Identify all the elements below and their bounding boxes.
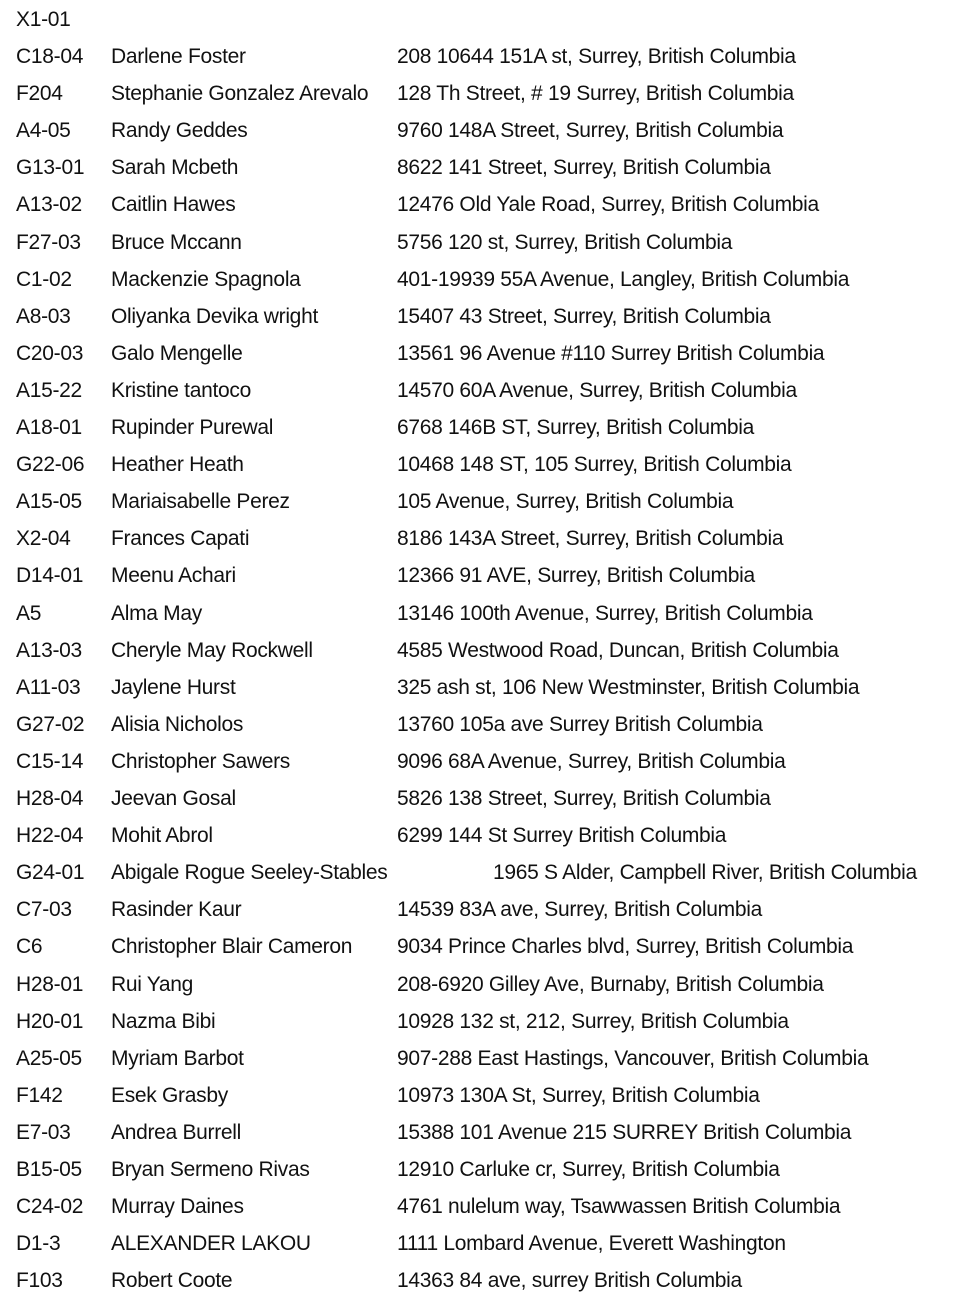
person-name: Bryan Sermeno Rivas xyxy=(111,1158,310,1181)
address-row xyxy=(0,557,960,594)
address-row xyxy=(0,632,960,669)
person-name: Sarah Mcbeth xyxy=(111,156,239,180)
person-name: Galo Mengelle xyxy=(111,341,243,365)
unit-code: H20-01 xyxy=(16,1009,84,1033)
address-row xyxy=(0,1262,960,1299)
unit-code: G24-01 xyxy=(16,861,85,885)
person-name: Frances Capati xyxy=(111,527,250,551)
unit-code: A13-03 xyxy=(16,638,82,662)
address-row xyxy=(0,1077,960,1114)
street-address: 8186 143A Street, Surrey, British Columbia xyxy=(397,527,784,551)
unit-code: H28-01 xyxy=(16,972,84,996)
unit-code: F142 xyxy=(16,1083,63,1107)
address-row xyxy=(0,520,960,557)
unit-code: A8-03 xyxy=(16,304,71,328)
address-row xyxy=(0,780,960,817)
unit-code: D1-3 xyxy=(16,1232,61,1256)
street-address: 14363 84 ave, surrey British Columbia xyxy=(397,1269,742,1293)
person-name: Alisia Nicholos xyxy=(111,712,244,736)
street-address: 5756 120 st, Surrey, British Columbia xyxy=(397,230,733,254)
address-row xyxy=(0,372,960,409)
address-row xyxy=(0,38,960,75)
unit-code: C1-02 xyxy=(16,267,72,291)
unit-code: A18-01 xyxy=(16,416,82,439)
unit-code: C6 xyxy=(16,935,43,959)
street-address: 8622 141 Street, Surrey, British Columbia xyxy=(397,156,771,180)
person-name: Christopher Blair Cameron xyxy=(111,935,353,959)
header-row xyxy=(0,1,960,38)
person-name: Christopher Sawers xyxy=(111,749,291,773)
street-address: 15388 101 Avenue 215 SURREY British Columbia xyxy=(397,1120,852,1144)
street-address: 6299 144 St Surrey British Columbia xyxy=(397,824,727,848)
street-address: 13146 100th Avenue, Surrey, British Columbia xyxy=(397,601,813,625)
person-name: Heather Heath xyxy=(111,453,244,477)
street-address: 6768 146B ST, Surrey, British Columbia xyxy=(397,416,755,439)
unit-code: X2-04 xyxy=(16,527,71,551)
address-row xyxy=(0,409,960,446)
person-name: Myriam Barbot xyxy=(111,1046,244,1070)
unit-code: F103 xyxy=(16,1269,63,1293)
street-address: 401-19939 55A Avenue, Langley, British Columbia xyxy=(397,267,850,291)
unit-code: E7-03 xyxy=(16,1120,71,1144)
person-name: Nazma Bibi xyxy=(111,1009,216,1033)
street-address: 12366 91 AVE, Surrey, British Columbia xyxy=(397,564,755,588)
person-name: Bruce Mccann xyxy=(111,230,242,254)
person-name: Esek Grasby xyxy=(111,1083,228,1107)
street-address: 9096 68A Avenue, Surrey, British Columbia xyxy=(397,749,786,773)
person-name: Jeevan Gosal xyxy=(111,787,236,810)
address-row xyxy=(0,483,960,520)
unit-code: A15-05 xyxy=(16,490,82,514)
person-name: Rasinder Kaur xyxy=(111,898,242,922)
person-name: Abigale Rogue Seeley-Stables xyxy=(111,861,388,885)
street-address: 12476 Old Yale Road, Surrey, British Columbia xyxy=(397,193,819,217)
street-address: 1965 S Alder, Campbell River, British Columbia xyxy=(493,861,917,885)
street-address: 128 Th Street, # 19 Surrey, British Columbia xyxy=(397,82,794,106)
unit-code: C24-02 xyxy=(16,1195,84,1219)
person-name: Stephanie Gonzalez Arevalo xyxy=(111,82,369,106)
person-name: Rupinder Purewal xyxy=(111,416,274,439)
person-name: Kristine tantoco xyxy=(111,378,251,402)
header-code: X1-01 xyxy=(16,8,71,31)
street-address: 4585 Westwood Road, Duncan, British Columbia xyxy=(397,638,839,662)
unit-code: A13-02 xyxy=(16,193,82,217)
person-name: Rui Yang xyxy=(111,972,194,996)
person-name: Jaylene Hurst xyxy=(111,675,236,699)
address-row xyxy=(0,817,960,854)
unit-code: A25-05 xyxy=(16,1046,82,1070)
street-address: 12910 Carluke cr, Surrey, British Columbia xyxy=(397,1158,780,1181)
address-row xyxy=(0,706,960,743)
unit-code: A5 xyxy=(16,601,42,625)
street-address: 105 Avenue, Surrey, British Columbia xyxy=(397,490,734,514)
street-address: 4761 nulelum way, Tsawwassen British Columbia xyxy=(397,1195,841,1219)
address-row xyxy=(0,966,960,1003)
address-row xyxy=(0,298,960,335)
address-row xyxy=(0,854,960,891)
street-address: 9034 Prince Charles blvd, Surrey, British Columbia xyxy=(397,935,854,959)
unit-code: H28-04 xyxy=(16,787,84,810)
address-row xyxy=(0,1225,960,1262)
street-address: 10928 132 st, 212, Surrey, British Columbia xyxy=(397,1009,789,1033)
person-name: Mackenzie Spagnola xyxy=(111,267,301,291)
person-name: Robert Coote xyxy=(111,1269,233,1293)
address-row xyxy=(0,1188,960,1225)
person-name: Mariaisabelle Perez xyxy=(111,490,290,514)
address-row xyxy=(0,75,960,112)
address-row xyxy=(0,335,960,372)
unit-code: D14-01 xyxy=(16,564,84,588)
street-address: 13561 96 Avenue #110 Surrey British Columbia xyxy=(397,341,825,365)
street-address: 14539 83A ave, Surrey, British Columbia xyxy=(397,898,762,922)
street-address: 9760 148A Street, Surrey, British Columbia xyxy=(397,119,784,143)
person-name: Meenu Achari xyxy=(111,564,236,588)
unit-code: C7-03 xyxy=(16,898,72,922)
person-name: Murray Daines xyxy=(111,1195,244,1219)
address-row xyxy=(0,743,960,780)
street-address: 14570 60A Avenue, Surrey, British Columbia xyxy=(397,378,797,402)
street-address: 325 ash st, 106 New Westminster, British Columbia xyxy=(397,675,860,699)
address-row xyxy=(0,669,960,706)
unit-code: A15-22 xyxy=(16,378,82,402)
person-name: Mohit Abrol xyxy=(111,824,213,848)
person-name: Andrea Burrell xyxy=(111,1120,242,1144)
address-row xyxy=(0,1114,960,1151)
address-row xyxy=(0,1003,960,1040)
address-row xyxy=(0,261,960,298)
unit-code: C20-03 xyxy=(16,341,84,365)
street-address: 10973 130A St, Surrey, British Columbia xyxy=(397,1083,760,1107)
street-address: 5826 138 Street, Surrey, British Columbia xyxy=(397,787,771,810)
unit-code: A4-05 xyxy=(16,119,71,143)
unit-code: H22-04 xyxy=(16,824,84,848)
unit-code: F204 xyxy=(16,82,63,106)
street-address: 907-288 East Hastings, Vancouver, British Columbia xyxy=(397,1046,869,1070)
street-address: 10468 148 ST, 105 Surrey, British Columbia xyxy=(397,453,792,477)
address-row xyxy=(0,1151,960,1188)
unit-code: A11-03 xyxy=(16,675,81,699)
unit-code: C15-14 xyxy=(16,749,84,773)
street-address: 1111 Lombard Avenue, Everett Washington xyxy=(397,1232,786,1256)
unit-code: F27-03 xyxy=(16,230,81,254)
address-row xyxy=(0,224,960,261)
unit-code: G22-06 xyxy=(16,453,85,477)
street-address: 208 10644 151A st, Surrey, British Columbia xyxy=(397,45,796,68)
person-name: Caitlin Hawes xyxy=(111,193,236,217)
unit-code: G13-01 xyxy=(16,156,85,180)
address-row xyxy=(0,595,960,632)
address-row xyxy=(0,186,960,223)
address-row xyxy=(0,928,960,965)
unit-code: B15-05 xyxy=(16,1158,82,1181)
person-name: Cheryle May Rockwell xyxy=(111,638,313,662)
unit-code: G27-02 xyxy=(16,712,85,736)
person-name: Darlene Foster xyxy=(111,45,246,68)
street-address: 15407 43 Street, Surrey, British Columbia xyxy=(397,304,771,328)
address-row xyxy=(0,1040,960,1077)
street-address: 13760 105a ave Surrey British Columbia xyxy=(397,712,763,736)
person-name: Randy Geddes xyxy=(111,119,248,143)
address-row xyxy=(0,446,960,483)
unit-code: C18-04 xyxy=(16,45,84,68)
street-address: 208-6920 Gilley Ave, Burnaby, British Columbia xyxy=(397,972,824,996)
address-row xyxy=(0,112,960,149)
person-name: Oliyanka Devika wright xyxy=(111,304,318,328)
person-name: ALEXANDER LAKOU xyxy=(111,1232,311,1256)
person-name: Alma May xyxy=(111,601,202,625)
address-row xyxy=(0,891,960,928)
address-row xyxy=(0,149,960,186)
